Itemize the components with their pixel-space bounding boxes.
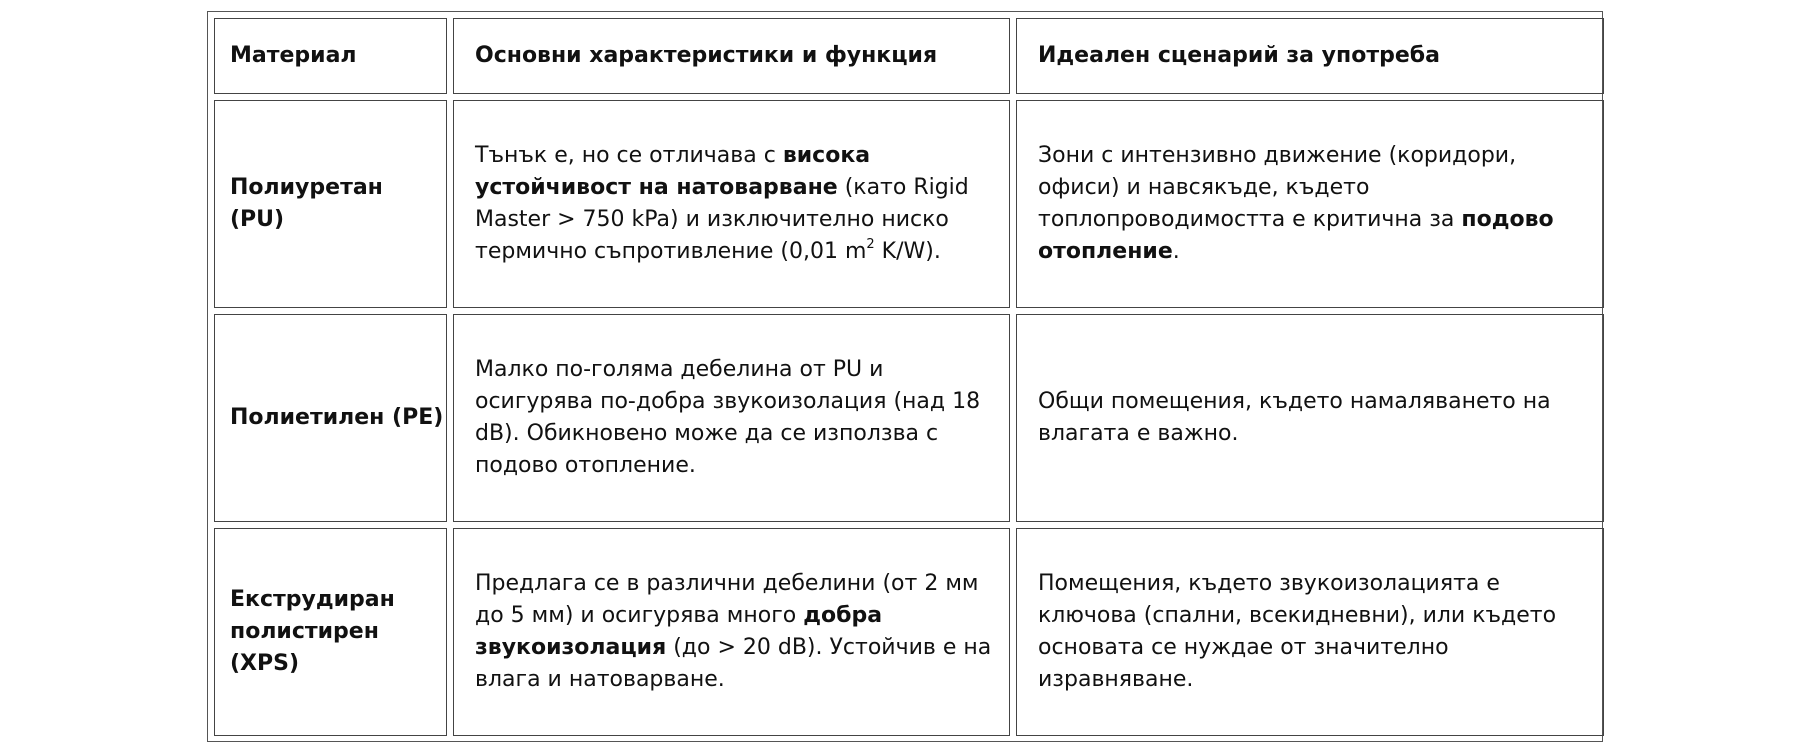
materials-comparison-table [208, 12, 1610, 742]
scenario-emphasis: подово отопление [1038, 207, 1554, 264]
features-text: K/W). [874, 239, 941, 264]
table-row-pe [214, 314, 1604, 522]
scenario-text: . [1172, 239, 1180, 264]
features-cell-pe [453, 314, 1010, 522]
header-scenario: Идеален сценарий за употреба [1016, 18, 1604, 94]
features-text: Тънък е, но се отличава с [475, 143, 783, 168]
superscript: 2 [866, 236, 875, 252]
features-emphasis: висока устойчивост на натоварване [475, 143, 871, 200]
features-text: Малко по-голяма дебелина от PU и осигурява по-добра звукоизолация (над 18 dB). Обикновено може да се използва с подово отопление. [475, 357, 981, 478]
material-cell-pe: Полиетилен (PE) [214, 314, 447, 522]
scenario-text: Зони с интензивно движение (коридори, офиси) и навсякъде, където топлопроводимостта е критична за [1038, 143, 1517, 232]
scenario-text: Помещения, където звукоизолацията е ключова (спални, всекидневни), или където основата се нуждае от значително изравняване. [1038, 571, 1557, 692]
material-cell-xps: Екструдиран полистирен (XPS) [214, 528, 447, 736]
scenario-text: Общи помещения, където намаляването на влагата е важно. [1038, 389, 1551, 446]
table-header-row [214, 18, 1604, 94]
features-emphasis: добра звукоизолация [475, 603, 883, 660]
scenario-cell-pe [1016, 314, 1604, 522]
material-cell-pu: Полиуретан (PU) [214, 100, 447, 308]
header-features: Основни характеристики и функция [453, 18, 1010, 94]
features-text: (до > 20 dB). Устойчив е на влага и натоварване. [475, 635, 992, 692]
features-cell-xps [453, 528, 1010, 736]
comparison-table-frame [207, 11, 1603, 742]
table-row-pu [214, 100, 1604, 308]
scenario-cell-xps [1016, 528, 1604, 736]
header-material: Материал [214, 18, 447, 94]
features-text: Предлага се в различни дебелини (от 2 мм до 5 мм) и осигурява много [475, 571, 979, 628]
table-row-xps [214, 528, 1604, 736]
features-cell-pu [453, 100, 1010, 308]
features-text: (като Rigid Master > 750 kPa) и изключително ниско термично съпротивление (0,01 m [475, 175, 969, 264]
scenario-cell-pu [1016, 100, 1604, 308]
